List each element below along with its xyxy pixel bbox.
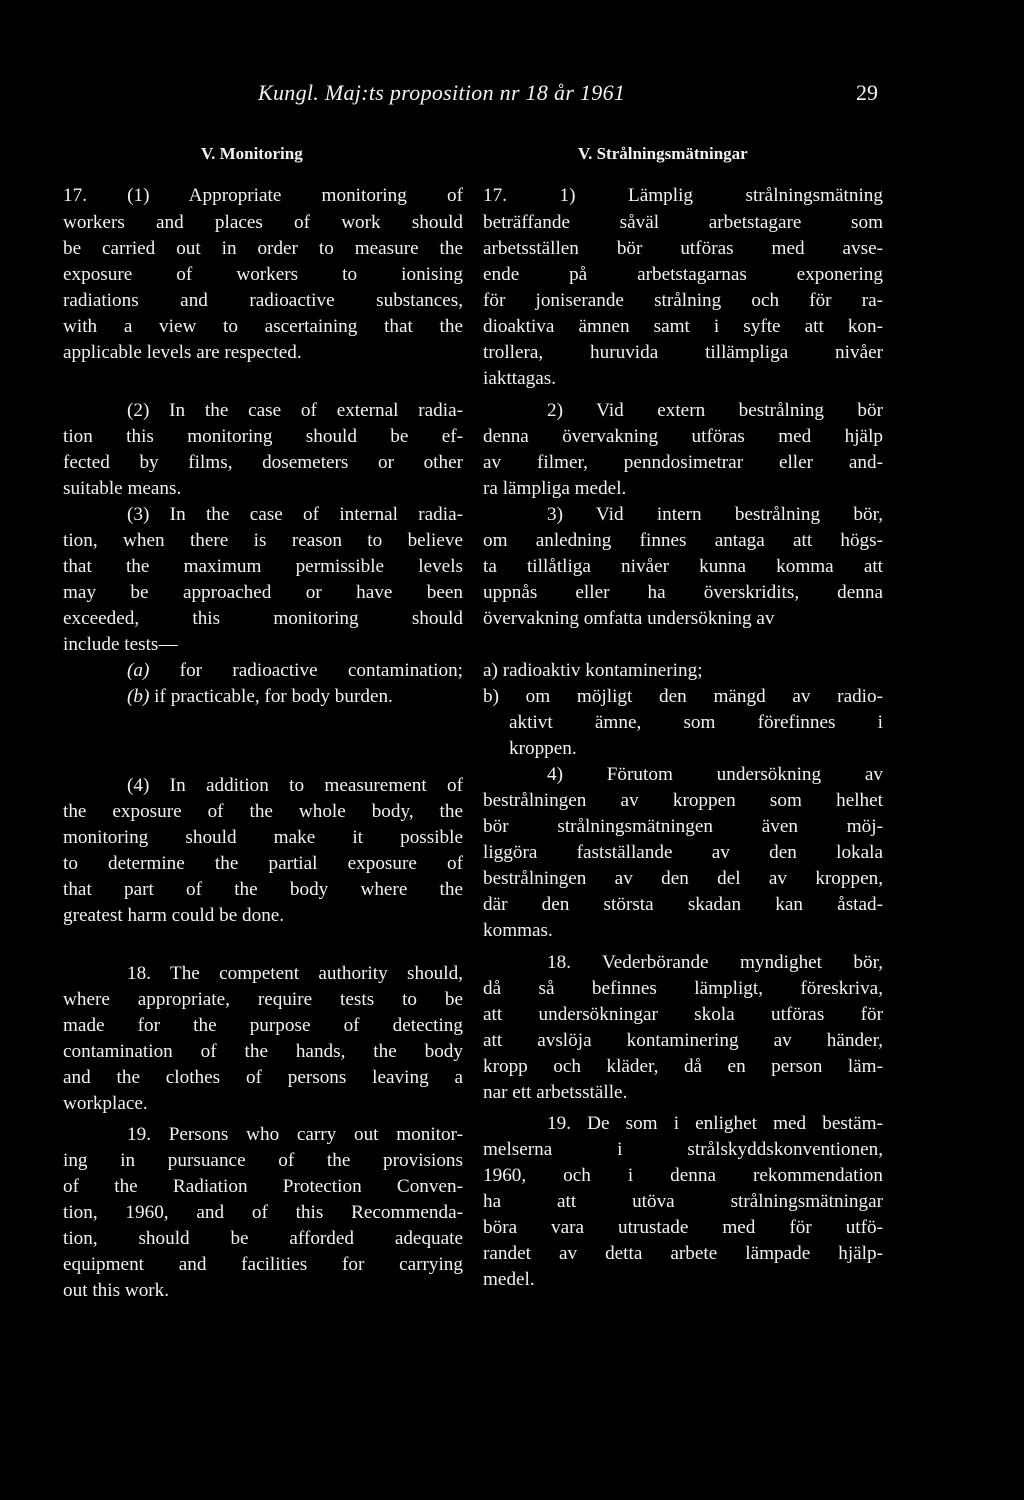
english-text-line: (b) if practicable, for body burden. bbox=[127, 686, 393, 707]
english-text-line: 17. (1) Appropriate monitoring of bbox=[63, 185, 463, 206]
swedish-text-line: ta tillåtliga nivåer kunna komma att bbox=[483, 556, 883, 577]
swedish-text-line: dioaktiva ämnen samt i syfte att kon- bbox=[483, 316, 883, 337]
swedish-text-line: ende på arbetstagarnas exponering bbox=[483, 264, 883, 285]
english-text-line: workers and places of work should bbox=[63, 212, 463, 233]
english-text-line: radiations and radioactive substances, bbox=[63, 290, 463, 311]
list-marker: (a) bbox=[127, 660, 150, 681]
swedish-text-line: 2) Vid extern bestrålning bör bbox=[547, 400, 883, 421]
english-text-line: tion, should be afforded adequate bbox=[63, 1228, 463, 1249]
english-text-line: (a) for radioactive contamination; bbox=[127, 660, 463, 681]
swedish-text-line: 17. 1) Lämplig strålningsmätning bbox=[483, 185, 883, 206]
swedish-text-line: 18. Vederbörande myndighet bör, bbox=[547, 952, 883, 973]
english-text-line: 19. Persons who carry out monitor- bbox=[127, 1124, 463, 1145]
swedish-text-line: att avslöja kontaminering av händer, bbox=[483, 1030, 883, 1051]
english-text-line: contamination of the hands, the body bbox=[63, 1041, 463, 1062]
page-number: 29 bbox=[856, 80, 878, 105]
swedish-section-heading: V. Strålningsmätningar bbox=[578, 144, 748, 163]
swedish-text-line: om anledning finnes antaga att högs- bbox=[483, 530, 883, 551]
swedish-text-line: bör strålningsmätningen även möj- bbox=[483, 816, 883, 837]
english-text-line: include tests— bbox=[63, 634, 178, 655]
swedish-text-line: kropp och kläder, då en person läm- bbox=[483, 1056, 883, 1077]
swedish-text-line: ra lämpliga medel. bbox=[483, 478, 627, 499]
english-text-line: that the maximum permissible levels bbox=[63, 556, 463, 577]
swedish-text-line: ha att utöva strålningsmätningar bbox=[483, 1191, 883, 1212]
english-text-line: workplace. bbox=[63, 1093, 148, 1114]
english-text-line: (2) In the case of external radia- bbox=[127, 400, 463, 421]
swedish-text-line: för joniserande strålning och för ra- bbox=[483, 290, 883, 311]
english-section-heading: V. Monitoring bbox=[201, 144, 303, 163]
swedish-text-line: medel. bbox=[483, 1269, 535, 1290]
english-text-line: tion, 1960, and of this Recommenda- bbox=[63, 1202, 463, 1223]
swedish-text-line: b) om möjligt den mängd av radio- bbox=[483, 686, 883, 707]
swedish-text-line: denna övervakning utföras med hjälp bbox=[483, 426, 883, 447]
swedish-text-line: trollera, huruvida tillämpliga nivåer bbox=[483, 342, 883, 363]
english-text-line: be carried out in order to measure the bbox=[63, 238, 463, 259]
english-text-line: out this work. bbox=[63, 1280, 170, 1301]
swedish-text-line: nar ett arbetsställe. bbox=[483, 1082, 628, 1103]
swedish-text-line: 1960, och i denna rekommendation bbox=[483, 1165, 883, 1186]
english-text-line: of the Radiation Protection Conven- bbox=[63, 1176, 463, 1197]
english-text-line: equipment and facilities for carrying bbox=[63, 1254, 463, 1275]
english-text-line: (3) In the case of internal radia- bbox=[127, 504, 463, 525]
english-text-line: that part of the body where the bbox=[63, 879, 463, 900]
english-text-line: suitable means. bbox=[63, 478, 182, 499]
english-text-line: tion, when there is reason to believe bbox=[63, 530, 463, 551]
swedish-text-line: a) radioaktiv kontaminering; bbox=[483, 660, 703, 681]
swedish-text-line: arbetsställen bör utföras med avse- bbox=[483, 238, 883, 259]
swedish-text-line: randet av detta arbete lämpade hjälp- bbox=[483, 1243, 883, 1264]
swedish-text-line: kroppen. bbox=[509, 738, 577, 759]
english-text-line: exposure of workers to ionising bbox=[63, 264, 463, 285]
english-text-line: may be approached or have been bbox=[63, 582, 463, 603]
english-text-line: monitoring should make it possible bbox=[63, 827, 463, 848]
list-marker: (b) bbox=[127, 686, 150, 707]
english-text-line: applicable levels are respected. bbox=[63, 342, 302, 363]
english-text-line: with a view to ascertaining that the bbox=[63, 316, 463, 337]
english-text-line: fected by films, dosemeters or other bbox=[63, 452, 463, 473]
swedish-text-line: 19. De som i enlighet med bestäm- bbox=[547, 1113, 883, 1134]
swedish-text-line: beträffande såväl arbetstagare som bbox=[483, 212, 883, 233]
english-text-line: (4) In addition to measurement of bbox=[127, 775, 463, 796]
english-text-line: to determine the partial exposure of bbox=[63, 853, 463, 874]
swedish-text-line: bestrålningen av den del av kroppen, bbox=[483, 868, 883, 889]
swedish-text-line: 4) Förutom undersökning av bbox=[547, 764, 883, 785]
swedish-text-line: liggöra fastställande av den lokala bbox=[483, 842, 883, 863]
swedish-text-line: uppnås eller ha överskridits, denna bbox=[483, 582, 883, 603]
swedish-text-line: att undersökningar skola utföras för bbox=[483, 1004, 883, 1025]
header-title: Kungl. Maj:ts proposition nr 18 år 1961 bbox=[258, 80, 626, 105]
swedish-text-line: iakttagas. bbox=[483, 368, 556, 389]
english-text-line: tion this monitoring should be ef- bbox=[63, 426, 463, 447]
english-text-line: the exposure of the whole body, the bbox=[63, 801, 463, 822]
english-text-line: where appropriate, require tests to be bbox=[63, 989, 463, 1010]
swedish-text-line: av filmer, penndosimetrar eller and- bbox=[483, 452, 883, 473]
english-text-line: 18. The competent authority should, bbox=[127, 963, 463, 984]
swedish-text-line: bestrålningen av kroppen som helhet bbox=[483, 790, 883, 811]
swedish-text-line: böra vara utrustade med för utfö- bbox=[483, 1217, 883, 1238]
swedish-text-line: aktivt ämne, som förefinnes i bbox=[509, 712, 883, 733]
english-text-line: exceeded, this monitoring should bbox=[63, 608, 463, 629]
swedish-text-line: kommas. bbox=[483, 920, 553, 941]
swedish-text-line: melserna i strålskyddskonventionen, bbox=[483, 1139, 883, 1160]
english-text-line: and the clothes of persons leaving a bbox=[63, 1067, 463, 1088]
english-text-line: greatest harm could be done. bbox=[63, 905, 285, 926]
english-text-line: made for the purpose of detecting bbox=[63, 1015, 463, 1036]
swedish-text-line: då så befinnes lämpligt, föreskriva, bbox=[483, 978, 883, 999]
english-text-line: ing in pursuance of the provisions bbox=[63, 1150, 463, 1171]
swedish-text-line: 3) Vid intern bestrålning bör, bbox=[547, 504, 883, 525]
swedish-text-line: där den största skadan kan åstad- bbox=[483, 894, 883, 915]
swedish-text-line: övervakning omfatta undersökning av bbox=[483, 608, 775, 629]
